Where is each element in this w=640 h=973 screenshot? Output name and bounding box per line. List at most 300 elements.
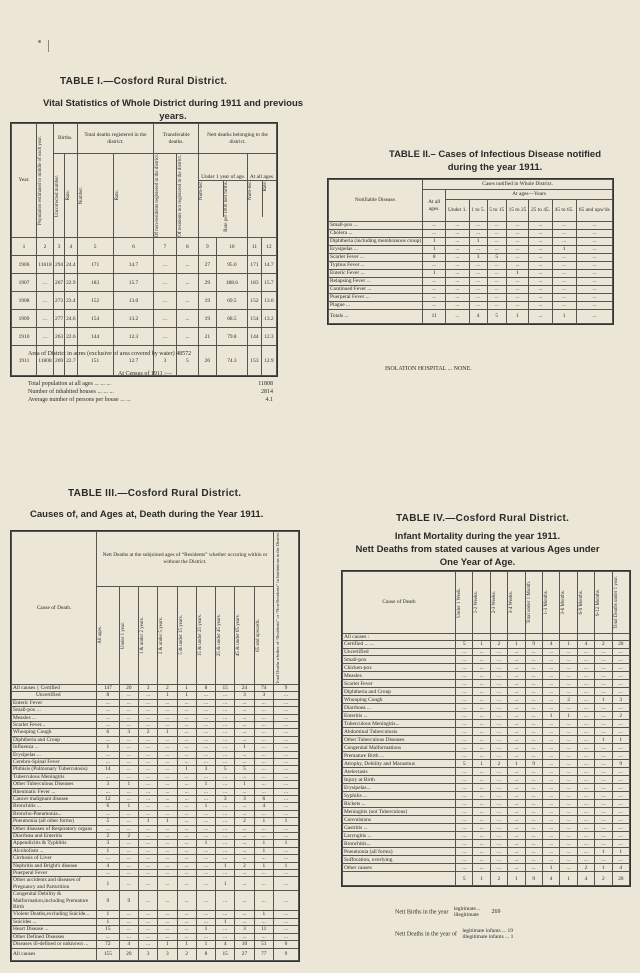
table-cell: 3 [119, 729, 138, 736]
table-row [343, 760, 630, 768]
table-cell: ... [254, 751, 273, 758]
table-row [12, 825, 299, 832]
table-cell: ... [254, 877, 273, 891]
column-number: 2 [37, 238, 54, 256]
table-cell: 1 [216, 862, 235, 869]
table-cell: ... [508, 712, 525, 720]
table-cell: 188.6 [216, 274, 248, 292]
table-cell: ... [525, 704, 542, 712]
empty-cell [612, 634, 629, 641]
table-cell: ... [97, 751, 120, 758]
table-cell: ... [196, 833, 215, 840]
age-header: 1 to 5. [469, 200, 487, 222]
table-cell: ... [612, 824, 629, 832]
table-cell: ... [177, 870, 196, 877]
age-header: 65 and upw'ds [576, 200, 613, 222]
age-header-cell [254, 586, 273, 684]
table-cell: 1910 [12, 328, 37, 346]
table-cell: ... [216, 855, 235, 862]
table-cell: ... [154, 328, 176, 346]
table-cell: 1 [423, 270, 446, 278]
table-cell: 294 [54, 256, 65, 274]
table-cell: ... [577, 728, 594, 736]
table-cell: ... [177, 847, 196, 854]
table-cell: ... [216, 847, 235, 854]
all-causes-label-cell: All causes { Certified [12, 684, 97, 691]
table-cell: ... [525, 744, 542, 752]
table-cell: ... [560, 648, 577, 655]
column-number: 9 [199, 238, 217, 256]
table-cell: 171 [248, 256, 262, 274]
table-cell: 1 [235, 781, 254, 788]
table-cell: 4 [612, 864, 629, 872]
age-header-cell [138, 586, 157, 684]
table-cell: ... [456, 848, 473, 856]
table-cell: 1 [560, 872, 577, 886]
table-cell: Appendicitis & Typhlitis [12, 840, 97, 847]
table-cell: ... [473, 720, 490, 728]
table-cell: Plague ... [329, 302, 423, 310]
table-cell: ... [469, 294, 487, 302]
table-cell: Enteritis ... [343, 712, 456, 720]
table-cell: Cerebro-Spinal Fever [12, 758, 97, 765]
table-cell: 12 [97, 795, 120, 802]
table-3-subtitle: Causes of, and Ages at, Death during the Year 1911. [30, 509, 264, 520]
table-cell: ... [487, 270, 506, 278]
column-number: 7 [154, 238, 176, 256]
table-cell: ... [560, 864, 577, 872]
table-cell: ... [446, 254, 470, 262]
table-cell: 1 [560, 641, 577, 648]
table-cell: ... [487, 286, 506, 294]
table-cell: ... [177, 714, 196, 721]
table-cell: ... [138, 758, 157, 765]
age-header: All ages. [98, 626, 103, 645]
table-cell: ... [177, 891, 196, 911]
table-cell: ... [490, 864, 507, 872]
table-cell: Tuberculous Meningitis [12, 773, 97, 780]
table-cell: 1 [235, 744, 254, 751]
table-cell: 3 [97, 781, 120, 788]
table-cell: ... [216, 840, 235, 847]
table-cell: ... [423, 230, 446, 238]
table-cell: ... [119, 840, 138, 847]
table-cell: ... [487, 222, 506, 230]
table-cell: ... [176, 256, 198, 274]
table-cell: ... [254, 933, 273, 940]
table-cell: ... [525, 824, 542, 832]
table-cell: 8 [196, 948, 215, 960]
table-row [343, 712, 630, 720]
table-cell: ... [119, 847, 138, 854]
table-cell: ... [119, 751, 138, 758]
table-cell: ... [97, 714, 120, 721]
table-3-heading [68, 488, 241, 499]
table-cell: Diarrhoea ... [343, 704, 456, 712]
table-cell: ... [423, 294, 446, 302]
table-cell: ... [158, 758, 177, 765]
table-4-title: TABLE IV.—Cosford Rural District. [396, 513, 570, 524]
table-cell: 3 [469, 254, 487, 262]
table-cell: ... [525, 696, 542, 704]
age-header: 15 & under 25 years. [197, 614, 203, 657]
table-cell: Diphtheria and Croup [343, 688, 456, 696]
table-cell: 21 [199, 328, 217, 346]
table-row [343, 752, 630, 760]
table-cell: ... [577, 656, 594, 664]
table-cell: ... [577, 768, 594, 776]
table-cell: ... [560, 856, 577, 864]
table-cell: Congenital Malformations [343, 744, 456, 752]
table-cell: ... [177, 729, 196, 736]
table-cell: Scarlet Fever ... [329, 254, 423, 262]
table-cell: ... [196, 918, 215, 925]
table-cell: ... [525, 712, 542, 720]
table-cell: ... [490, 744, 507, 752]
table-4 [341, 570, 631, 887]
table-cell: ... [235, 699, 254, 706]
table-cell: Gastritis ... [343, 824, 456, 832]
infant-deaths-legit-val: 19 [507, 928, 514, 934]
empty-cell [473, 634, 490, 641]
table-cell: ... [490, 712, 507, 720]
age-header-cell [490, 572, 507, 634]
table-cell: 8 [423, 254, 446, 262]
age-header: 65 and upwards. [255, 618, 261, 652]
table-cell: 79.8 [216, 328, 248, 346]
table-cell: 1 [177, 766, 196, 773]
table-cell: ... [274, 795, 299, 802]
table-cell: 2 [595, 641, 612, 648]
table-cell: ... [158, 847, 177, 854]
table-cell: ... [577, 840, 594, 848]
table-cell: ... [119, 825, 138, 832]
table-cell: ... [508, 768, 525, 776]
table-cell: ... [196, 795, 215, 802]
table-cell: ... [274, 855, 299, 862]
table-1 [10, 122, 278, 377]
table-cell: ... [446, 238, 470, 246]
table-cell: 20 [119, 948, 138, 960]
table-cell: ... [456, 768, 473, 776]
table-cell: ... [274, 773, 299, 780]
table-cell: 8 [196, 684, 215, 691]
table-cell: ... [154, 310, 176, 328]
table-cell: 11 [423, 310, 446, 324]
age-header-cell [97, 586, 120, 684]
table-cell: ... [456, 808, 473, 816]
table-cell: ... [274, 766, 299, 773]
table-cell: ... [138, 933, 157, 940]
table-cell: Rheumatic Fever ... [12, 788, 97, 795]
t3-head-cause: Cause of Death. [12, 532, 97, 685]
table-cell: ... [508, 856, 525, 864]
table-cell: ... [235, 847, 254, 854]
table-row [329, 222, 613, 230]
t1-head-res: Of residents not registered in the district. [177, 154, 183, 237]
table-cell: Bronchitis... [343, 840, 456, 848]
table-cell: 1 [254, 818, 273, 825]
age-header: Total under 1 Month. [526, 581, 532, 624]
table-cell: ... [490, 728, 507, 736]
table-cell: ... [552, 294, 576, 302]
table-cell: ... [560, 728, 577, 736]
table-cell: ... [542, 824, 559, 832]
table-cell: Puerperal Fever [12, 870, 97, 877]
table-3-grid [11, 531, 299, 961]
table-cell: ... [552, 278, 576, 286]
table-cell: ... [542, 792, 559, 800]
table-cell: 9 [612, 760, 629, 768]
table-row [12, 911, 299, 918]
table-cell: ... [577, 680, 594, 688]
table-cell: ... [216, 825, 235, 832]
table-cell: 153 [248, 346, 262, 376]
table-row [12, 840, 299, 847]
table-cell: ... [119, 692, 138, 699]
all-causes-label: All causes [13, 684, 36, 691]
table-cell: ... [216, 933, 235, 940]
table-cell: ... [560, 704, 577, 712]
age-header-cell [235, 586, 254, 684]
table-cell: ... [97, 810, 120, 817]
age-header-cell [196, 586, 215, 684]
table-cell: ... [508, 776, 525, 784]
age-header: 1-2 Weeks. [474, 591, 480, 614]
table-cell: ... [446, 246, 470, 254]
empty-cell [560, 634, 577, 641]
table-4-sub1: Infant Mortality during the year 1911. [394, 531, 561, 542]
table-cell: ... [577, 688, 594, 696]
table-cell: ... [560, 680, 577, 688]
table-cell: ... [196, 758, 215, 765]
table-cell: ... [595, 808, 612, 816]
table-cell: ... [542, 832, 559, 840]
table-cell: Small-pox [343, 656, 456, 664]
age-header-cell [119, 586, 138, 684]
t1-head-num-short2: Num-ber. [248, 181, 254, 201]
table-cell: ... [254, 891, 273, 911]
table-cell: 1 [158, 692, 177, 699]
table-cell: 4 [254, 803, 273, 810]
table-cell: ... [525, 808, 542, 816]
table-cell: ... [508, 656, 525, 664]
table-cell: 4 [119, 941, 138, 948]
table-cell: ... [274, 825, 299, 832]
table-cell: 267 [54, 274, 65, 292]
table-cell: ... [525, 768, 542, 776]
table-cell: ... [196, 810, 215, 817]
table-cell: ... [529, 286, 553, 294]
table-cell: ... [577, 736, 594, 744]
table-cell: 152 [77, 292, 113, 310]
table-cell: 12.3 [113, 328, 154, 346]
table-cell: ... [490, 672, 507, 680]
table-cell: ... [560, 832, 577, 840]
table-cell: ... [177, 751, 196, 758]
table-cell: ... [97, 773, 120, 780]
all-causes-uncertified-row [12, 692, 299, 699]
table-cell: Small-pox ... [329, 222, 423, 230]
table-cell: 13.2 [113, 310, 154, 328]
table-cell: ... [595, 784, 612, 792]
table-cell: ... [542, 744, 559, 752]
table-cell: ... [542, 760, 559, 768]
column-number: 12 [261, 238, 276, 256]
table-cell: 24 [235, 684, 254, 691]
table-cell: 155 [97, 948, 120, 960]
table-cell: ... [235, 758, 254, 765]
table-cell: 1 [97, 918, 120, 925]
table-cell: ... [473, 864, 490, 872]
table-cell: 5 [176, 346, 198, 376]
table-cell: ... [235, 810, 254, 817]
table-cell: ... [196, 773, 215, 780]
table-cell: ... [138, 788, 157, 795]
table-cell: ... [595, 680, 612, 688]
table-cell: ... [473, 800, 490, 808]
table-cell: 1 [158, 941, 177, 948]
table-cell: ... [542, 736, 559, 744]
table-row [12, 758, 299, 765]
table-3-title: TABLE III.—Cosford Rural District. [68, 488, 242, 499]
table-cell: ... [525, 800, 542, 808]
t2-head-years: At ages—Years [446, 190, 613, 200]
table-cell: 1 [97, 847, 120, 854]
table-row [343, 672, 630, 680]
table-cell: ... [456, 856, 473, 864]
table-cell: ... [37, 274, 54, 292]
table-cell: ... [138, 825, 157, 832]
table-cell: Puerperal Fever ... [329, 294, 423, 302]
infant-births-legit: legitimate... [453, 906, 480, 912]
column-number: 8 [176, 238, 198, 256]
table-cell: ... [274, 714, 299, 721]
table-cell: ... [508, 728, 525, 736]
table-cell: ... [490, 832, 507, 840]
table-cell: ... [508, 832, 525, 840]
table-cell: ... [508, 824, 525, 832]
table-cell: 1 [552, 246, 576, 254]
table-cell: ... [542, 728, 559, 736]
table-cell: ... [577, 696, 594, 704]
table-cell: ... [560, 792, 577, 800]
table-cell: ... [473, 808, 490, 816]
table-cell: 1 [158, 818, 177, 825]
table-cell: ... [216, 751, 235, 758]
table-cell: ... [97, 707, 120, 714]
table-row [12, 721, 299, 728]
table-cell: ... [560, 720, 577, 728]
table-cell: 11 [254, 926, 273, 933]
table-cell: ... [525, 736, 542, 744]
age-header: Total Deaths under 1 year. [613, 576, 619, 629]
table-cell: ... [525, 840, 542, 848]
table-cell: ... [216, 891, 235, 911]
table-cell: ... [196, 788, 215, 795]
table-cell: ... [490, 704, 507, 712]
table-cell: ... [473, 672, 490, 680]
age-header: Under 1. [446, 200, 470, 222]
table-cell: ... [508, 704, 525, 712]
table-row [343, 696, 630, 704]
table-cell: ... [97, 699, 120, 706]
table-cell: ... [576, 262, 613, 270]
table-cell: Other Tuberculous Diseases [343, 736, 456, 744]
infant-deaths-illegit: illegitimate infants ... [462, 934, 510, 940]
table-cell: ... [235, 933, 254, 940]
table-cell: 3 [138, 684, 157, 691]
table-cell: 6 [254, 795, 273, 802]
table-cell: ... [235, 751, 254, 758]
table-cell: Continued Fever ... [329, 286, 423, 294]
table-row [12, 933, 299, 940]
table-cell: ... [97, 870, 120, 877]
table-cell: Influenza ... [12, 744, 97, 751]
table-cell: ... [469, 230, 487, 238]
table-row [329, 286, 613, 294]
table-cell: 74 [254, 684, 273, 691]
table-cell: ... [473, 680, 490, 688]
table-cell: 4 [216, 941, 235, 948]
age-header-cell [158, 586, 177, 684]
table-cell: ... [612, 840, 629, 848]
table-cell: ... [508, 648, 525, 655]
table-cell: ... [577, 792, 594, 800]
table-cell: ... [560, 752, 577, 760]
table-cell: Congenital Debility & Malformation,including Premature Birth [12, 891, 97, 911]
table-cell: ... [274, 721, 299, 728]
table-cell: ... [196, 736, 215, 743]
table-3-subtitle-wrap [30, 508, 263, 521]
age-header: 3-6 Months. [561, 590, 567, 615]
table-cell: ... [542, 704, 559, 712]
table-cell: ... [254, 810, 273, 817]
table-cell: ... [158, 773, 177, 780]
table-cell: 3 [138, 948, 157, 960]
table-cell: ... [525, 664, 542, 672]
table-cell: 15.7 [261, 274, 276, 292]
table-cell: ... [158, 781, 177, 788]
table-cell: Relapsing Fever ... [329, 278, 423, 286]
table-cell: ... [612, 784, 629, 792]
table-cell: 1 [196, 840, 215, 847]
table-cell: 6 [97, 729, 120, 736]
table-cell: ... [525, 720, 542, 728]
table-cell: ... [274, 926, 299, 933]
table-cell: 154 [77, 310, 113, 328]
table-cell: 3 [154, 346, 176, 376]
table-cell: 277 [54, 310, 65, 328]
table-cell: ... [595, 824, 612, 832]
table-cell: 1 [595, 864, 612, 872]
table-cell: ... [542, 800, 559, 808]
table-cell: 5 [235, 766, 254, 773]
table-cell: ... [177, 788, 196, 795]
table-row [343, 688, 630, 696]
table-cell: ... [542, 808, 559, 816]
table-cell: ... [487, 246, 506, 254]
table-cell: ... [138, 795, 157, 802]
table-cell: ... [577, 704, 594, 712]
table-cell: ... [560, 784, 577, 792]
table-2 [327, 178, 614, 325]
table-cell: ... [595, 760, 612, 768]
table-cell: ... [560, 808, 577, 816]
table-cell: 5 [456, 872, 473, 886]
census-value: 4.1 [265, 397, 273, 403]
table-cell: ... [612, 768, 629, 776]
